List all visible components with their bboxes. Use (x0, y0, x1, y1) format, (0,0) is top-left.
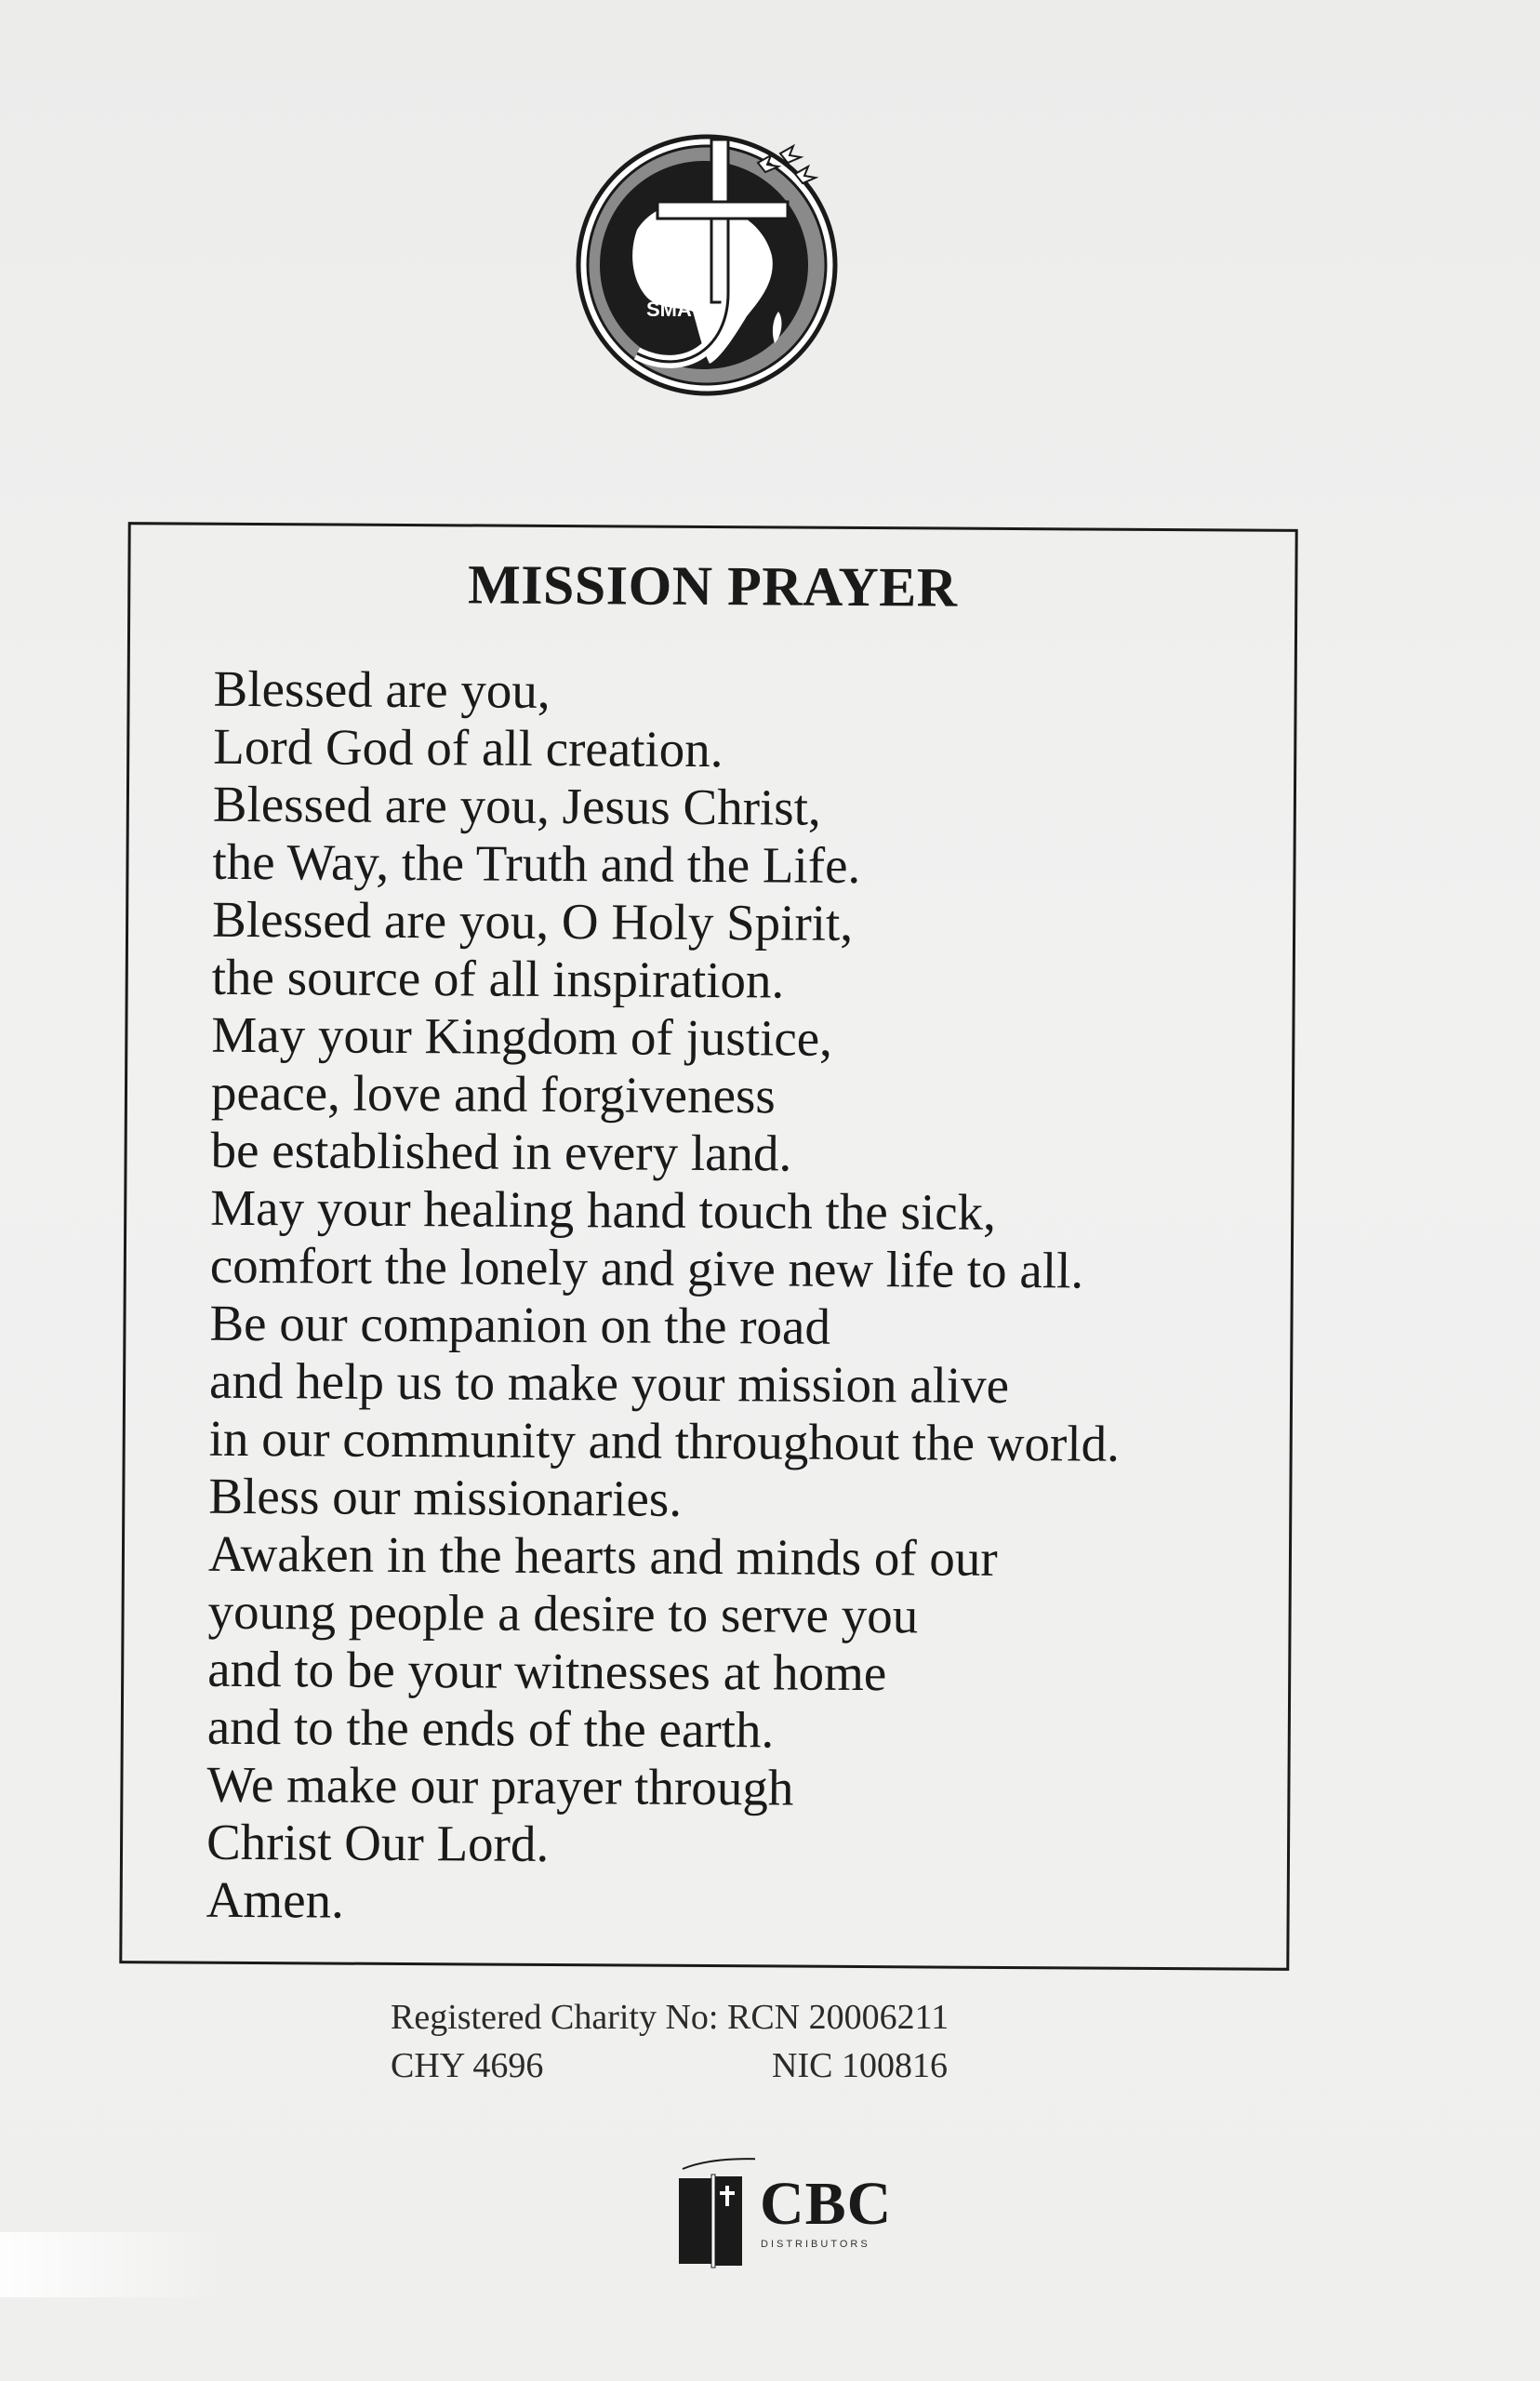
prayer-line: May your Kingdom of justice, (211, 1005, 833, 1067)
chy-number: CHY 4696 (391, 2046, 544, 2085)
prayer-line: comfort the lonely and give new life to all. (209, 1236, 1084, 1299)
prayer-line: peace, love and forgiveness (210, 1063, 776, 1124)
prayer-line: May your healing hand touch the sick, (210, 1178, 997, 1241)
prayer-line: and to be your witnesses at home (207, 1640, 887, 1702)
prayer-line: Awaken in the hearts and minds of our (207, 1524, 998, 1587)
charity-info (391, 1993, 949, 2090)
sma-logo (572, 126, 842, 405)
prayer-line: the Way, the Truth and the Life. (212, 832, 861, 894)
prayer-line: be established in every land. (210, 1121, 792, 1182)
prayer-line: Amen. (206, 1870, 345, 1929)
prayer-line: Bless our missionaries. (208, 1467, 683, 1527)
prayer-line: in our community and throughout the world. (208, 1409, 1121, 1472)
cbc-name: CBC (760, 2170, 893, 2238)
prayer-line: We make our prayer through (206, 1755, 794, 1816)
prayer-line: Blessed are you, (213, 659, 551, 719)
prayer-line: and help us to make your mission alive (208, 1351, 1010, 1414)
prayer-box (119, 522, 1297, 1971)
prayer-line: Blessed are you, Jesus Christ, (212, 775, 821, 836)
prayer-line: and to the ends of the earth. (206, 1697, 775, 1759)
prayer-line: the source of all inspiration. (211, 948, 785, 1009)
edge-highlight (0, 2232, 223, 2297)
prayer-line: Lord God of all creation. (213, 717, 724, 778)
nic-number: NIC 100816 (772, 2046, 948, 2085)
sma-globe-cross-icon (572, 126, 842, 405)
charity-registration: Registered Charity No: RCN 20006211 (391, 1998, 949, 2037)
prayer-line: Be our companion on the road (209, 1294, 831, 1355)
prayer-line: Christ Our Lord. (206, 1813, 550, 1872)
prayer-line: young people a desire to serve you (207, 1582, 919, 1644)
cbc-subtitle: DISTRIBUTORS (761, 2239, 870, 2250)
charity-numbers (391, 2042, 949, 2090)
prayer-line: Blessed are you, O Holy Spirit, (211, 890, 854, 951)
prayer-text (206, 660, 1125, 1935)
cbc-logo (671, 2150, 895, 2281)
book-cross-icon (671, 2150, 755, 2271)
sma-label: SMA (646, 298, 692, 321)
prayer-title: MISSION PRAYER (467, 553, 958, 619)
